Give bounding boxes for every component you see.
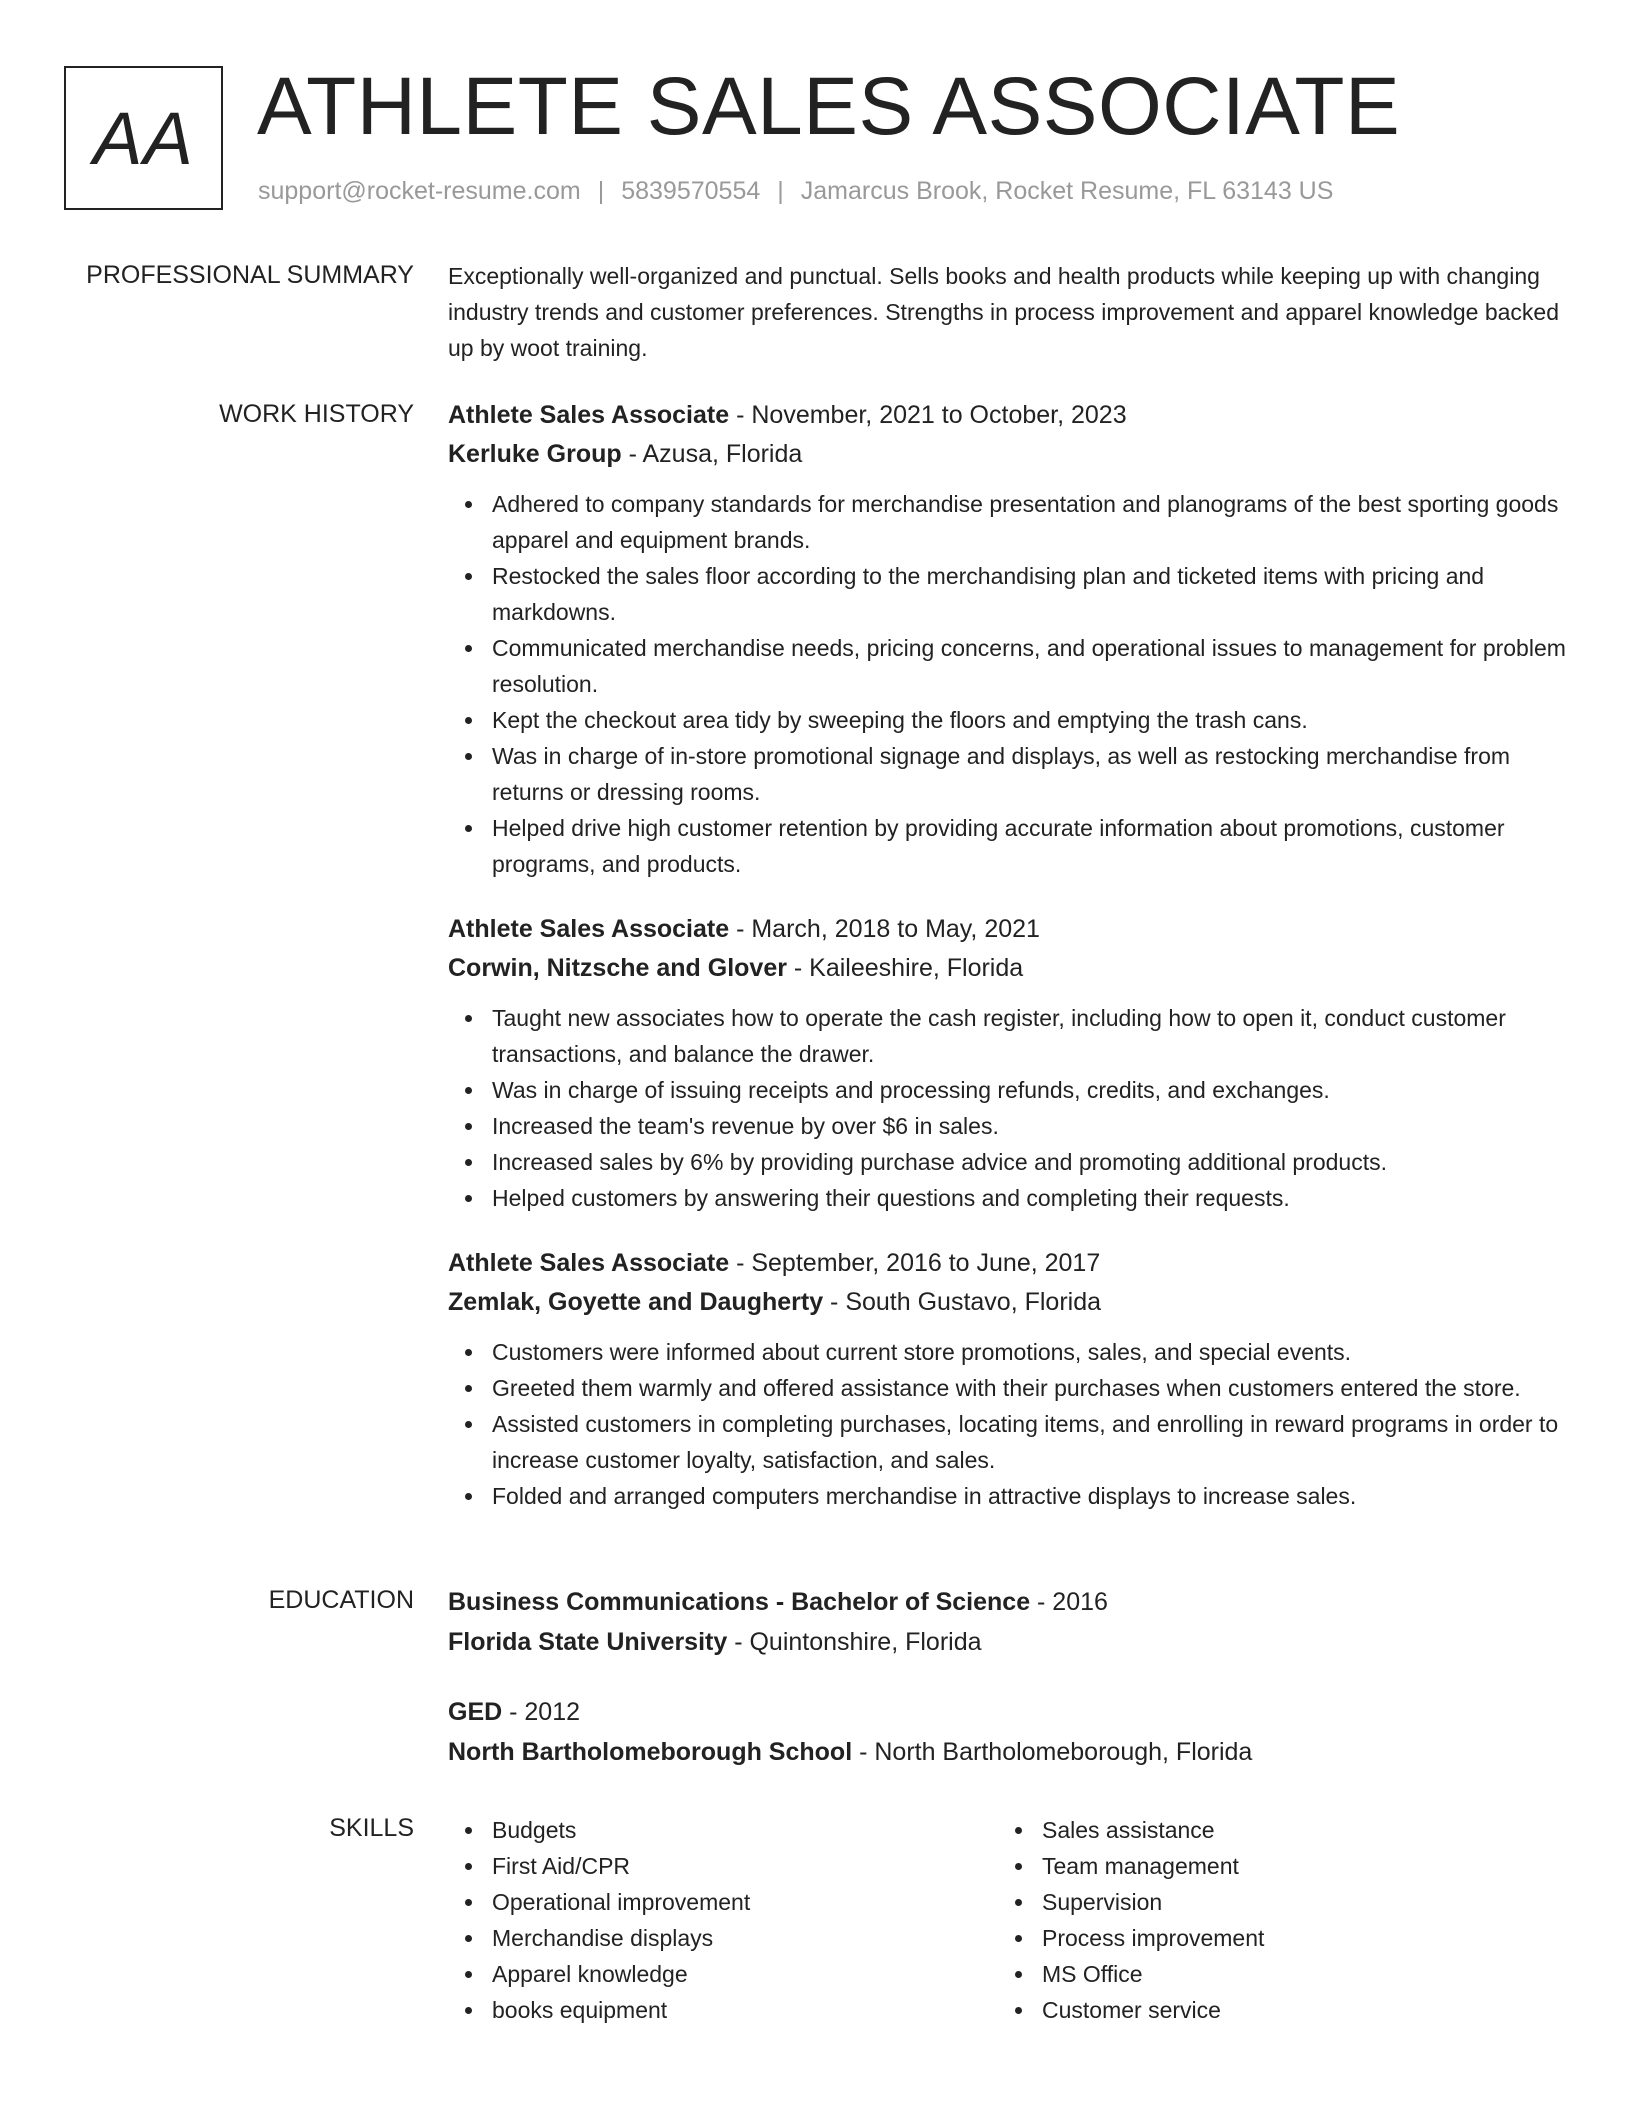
job-company: Kerluke Group xyxy=(448,440,622,468)
job-title: Athlete Sales Associate xyxy=(448,401,730,429)
skills-column-left xyxy=(448,1812,998,2028)
skill-item: Merchandise displays xyxy=(448,1920,998,1956)
job-dates: - November, 2021 to October, 2023 xyxy=(729,401,1127,429)
skill-item: Customer service xyxy=(998,1992,1548,2028)
skill-item: Sales assistance xyxy=(998,1812,1548,1848)
skill-item: Team management xyxy=(998,1848,1548,1884)
job-company-line xyxy=(448,949,1568,988)
contact-email: support@rocket-resume.com xyxy=(258,177,581,205)
section-label-skills: SKILLS xyxy=(329,1814,414,1842)
education-year: - 2012 xyxy=(502,1698,581,1726)
education-degree-line xyxy=(448,1692,1568,1732)
section-label-summary: PROFESSIONAL SUMMARY xyxy=(86,261,414,289)
job-entry xyxy=(448,1244,1568,1514)
job-company: Zemlak, Goyette and Daugherty xyxy=(448,1288,824,1316)
job-bullet: Taught new associates how to operate the cash register, including how to open it, conduct customer transactions, and balance the drawer. xyxy=(448,1000,1568,1072)
education-location: - Quintonshire, Florida xyxy=(727,1628,982,1656)
skills-column-right xyxy=(998,1812,1548,2028)
education-school-line xyxy=(448,1622,1568,1662)
job-bullet: Helped drive high customer retention by providing accurate information about promotions, customer programs, and products. xyxy=(448,810,1568,882)
skill-item: Process improvement xyxy=(998,1920,1548,1956)
job-bullet: Assisted customers in completing purchases, locating items, and enrolling in reward programs in order to increase customer loyalty, satisfaction, and sales. xyxy=(448,1406,1568,1478)
monogram-logo: AA xyxy=(64,66,223,210)
job-bullet: Communicated merchandise needs, pricing concerns, and operational issues to management for problem resolution. xyxy=(448,630,1568,702)
job-title: Athlete Sales Associate xyxy=(448,915,730,943)
job-bullets xyxy=(448,1334,1568,1514)
job-company-line xyxy=(448,435,1568,474)
job-company: Corwin, Nitzsche and Glover xyxy=(448,954,787,982)
section-label-education: EDUCATION xyxy=(268,1586,414,1614)
contact-phone: 5839570554 xyxy=(621,177,761,205)
job-company-line xyxy=(448,1283,1568,1322)
contact-separator: | xyxy=(597,177,605,205)
job-bullet: Was in charge of issuing receipts and processing refunds, credits, and exchanges. xyxy=(448,1072,1568,1108)
education-school: North Bartholomeborough School xyxy=(448,1738,853,1766)
skill-item: Apparel knowledge xyxy=(448,1956,998,1992)
job-entry xyxy=(448,910,1568,1216)
skill-item: books equipment xyxy=(448,1992,998,2028)
education-school: Florida State University xyxy=(448,1628,728,1656)
education-year: - 2016 xyxy=(1030,1588,1108,1616)
job-bullet: Helped customers by answering their questions and completing their requests. xyxy=(448,1180,1568,1216)
jobs-list xyxy=(448,396,1568,1542)
job-dates: - March, 2018 to May, 2021 xyxy=(729,915,1040,943)
job-title: Athlete Sales Associate xyxy=(448,1249,730,1277)
resume-header xyxy=(64,61,1564,211)
skill-item: Budgets xyxy=(448,1812,998,1848)
skill-item: Supervision xyxy=(998,1884,1548,1920)
summary-body xyxy=(448,258,1568,366)
contact-line xyxy=(258,176,1333,206)
education-entry xyxy=(448,1692,1568,1772)
job-bullet: Increased sales by 6% by providing purchase advice and promoting additional products. xyxy=(448,1144,1568,1180)
skill-item: MS Office xyxy=(998,1956,1548,1992)
job-location: - Kaileeshire, Florida xyxy=(786,954,1024,982)
skills-body xyxy=(448,1812,1568,2028)
job-entry xyxy=(448,396,1568,882)
job-bullet: Adhered to company standards for merchandise presentation and planograms of the best sporting goods apparel and equipment brands. xyxy=(448,486,1568,558)
section-label-work: WORK HISTORY xyxy=(219,400,414,428)
education-degree-line xyxy=(448,1582,1568,1622)
education-list xyxy=(448,1582,1568,1802)
job-bullet: Increased the team's revenue by over $6 in sales. xyxy=(448,1108,1568,1144)
education-degree: GED xyxy=(448,1698,503,1726)
resume-name: ATHLETE SALES ASSOCIATE xyxy=(257,61,1401,152)
summary-text: Exceptionally well-organized and punctual. Sells books and health products while keeping up with changing industry trends and customer preferences. Strengths in process improvement and apparel knowledge backed up by woot training. xyxy=(448,263,1559,361)
job-title-line xyxy=(448,1244,1568,1283)
skill-item: Operational improvement xyxy=(448,1884,998,1920)
job-bullet: Was in charge of in-store promotional signage and displays, as well as restocking merchandise from returns or dressing rooms. xyxy=(448,738,1568,810)
job-bullet: Greeted them warmly and offered assistance with their purchases when customers entered the store. xyxy=(448,1370,1568,1406)
job-title-line xyxy=(448,910,1568,949)
education-degree: Business Communications - Bachelor of Science xyxy=(448,1588,1031,1616)
job-location: - Azusa, Florida xyxy=(621,440,803,468)
job-bullet: Restocked the sales floor according to the merchandising plan and ticketed items with pricing and markdowns. xyxy=(448,558,1568,630)
job-dates: - September, 2016 to June, 2017 xyxy=(729,1249,1101,1277)
job-bullets xyxy=(448,1000,1568,1216)
job-bullet: Kept the checkout area tidy by sweeping the floors and emptying the trash cans. xyxy=(448,702,1568,738)
skills-grid xyxy=(448,1812,1568,2028)
job-bullet: Folded and arranged computers merchandise in attractive displays to increase sales. xyxy=(448,1478,1568,1514)
job-bullet: Customers were informed about current store promotions, sales, and special events. xyxy=(448,1334,1568,1370)
education-location: - North Bartholomeborough, Florida xyxy=(852,1738,1253,1766)
education-entry xyxy=(448,1582,1568,1662)
skill-item: First Aid/CPR xyxy=(448,1848,998,1884)
education-school-line xyxy=(448,1732,1568,1772)
contact-separator: | xyxy=(777,177,784,205)
job-bullets xyxy=(448,486,1568,882)
job-title-line xyxy=(448,396,1568,435)
contact-address: Jamarcus Brook, Rocket Resume, FL 63143 US xyxy=(800,177,1334,205)
job-location: - South Gustavo, Florida xyxy=(823,1288,1102,1316)
